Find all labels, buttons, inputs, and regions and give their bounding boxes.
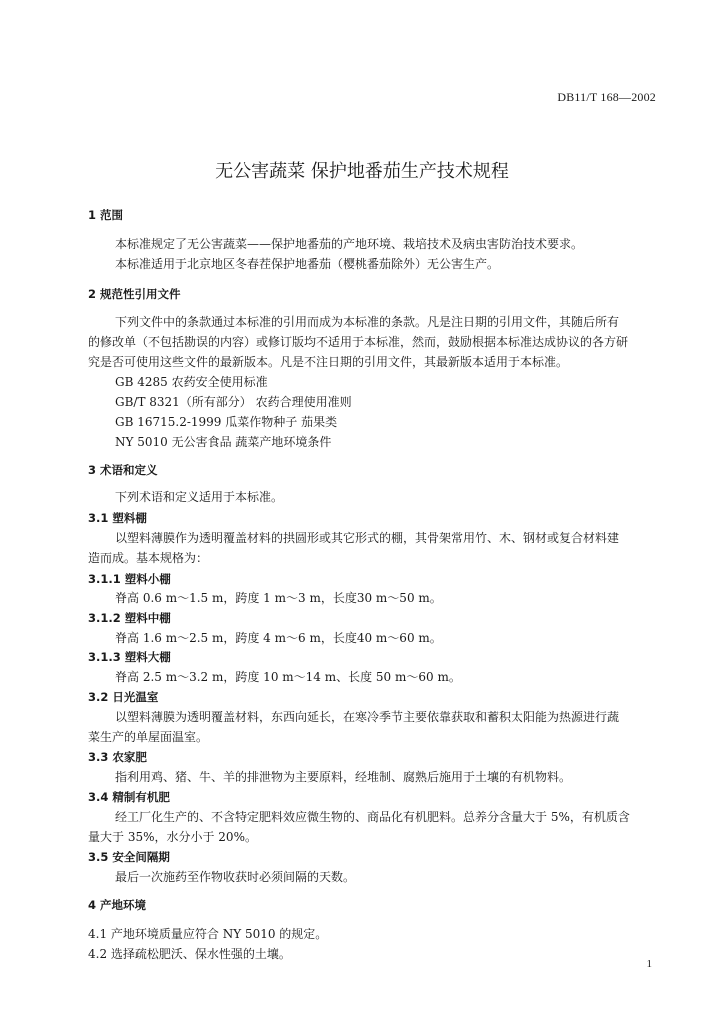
paragraph: 脊高 0.6 m～1.5 m，跨度 1 m～3 m，长度30 m～50 m。 xyxy=(115,591,442,605)
term-heading: 3.1.3 塑料大棚 xyxy=(88,650,171,664)
standard-code: DB11/T 168—2002 xyxy=(557,90,656,104)
paragraph: 脊高 2.5 m～3.2 m，跨度 10 m～14 m、长度 50 m～60 m。 xyxy=(115,670,461,684)
paragraph-line: 以塑料薄膜为透明覆盖材料，东西向延长，在寒冷季节主要依靠获取和蓄积太阳能为热源进行蔬 xyxy=(115,710,620,724)
paragraph-line: 菜生产的单屋面温室。 xyxy=(88,730,209,744)
paragraph-line: 量大于 35%，水分小于 20%。 xyxy=(88,830,257,844)
page-number: 1 xyxy=(646,958,652,970)
section-heading-environment: 4 产地环境 xyxy=(88,898,147,912)
paragraph-line: 的修改单（不包括勘误的内容）或修订版均不适用于本标准，然而，鼓励根据本标准达成协议的各方研 xyxy=(88,335,629,349)
term-heading: 3.1 塑料棚 xyxy=(88,511,147,525)
paragraph: 本标准规定了无公害蔬菜——保护地番茄的产地环境、栽培技术及病虫害防治技术要求。 xyxy=(115,237,584,251)
section-heading-normative-references: 2 规范性引用文件 xyxy=(88,287,181,301)
paragraph-line: 下列文件中的条款通过本标准的引用而成为本标准的条款。凡是注日期的引用文件，其随后所有 xyxy=(115,315,620,329)
reference-item: GB/T 8321（所有部分） 农药合理使用准则 xyxy=(115,395,352,409)
paragraph: 脊高 1.6 m～2.5 m，跨度 4 m～6 m，长度40 m～60 m。 xyxy=(115,631,442,645)
reference-item: GB 4285 农药安全使用标准 xyxy=(115,375,268,389)
document-title: 无公害蔬菜 保护地番茄生产技术规程 xyxy=(215,161,509,182)
paragraph-line: 究是否可使用这些文件的最新版本。凡是不注日期的引用文件，其最新版本适用于本标准。 xyxy=(88,355,569,369)
term-heading: 3.2 日光温室 xyxy=(88,690,159,704)
term-heading: 3.1.2 塑料中棚 xyxy=(88,611,171,625)
reference-item: GB 16715.2-1999 瓜菜作物种子 茄果类 xyxy=(115,415,338,429)
section-heading-scope: 1 范围 xyxy=(88,208,124,222)
reference-item: NY 5010 无公害食品 蔬菜产地环境条件 xyxy=(115,435,332,449)
paragraph-line: 经工厂化生产的、不含特定肥料效应微生物的、商品化有机肥料。总养分含量大于 5%，有机质含 xyxy=(115,810,630,824)
clause: 4.2 选择疏松肥沃、保水性强的土壤。 xyxy=(88,947,291,961)
term-heading: 3.3 农家肥 xyxy=(88,750,147,764)
term-heading: 3.4 精制有机肥 xyxy=(88,790,170,804)
paragraph: 本标准适用于北京地区冬春茬保护地番茄（樱桃番茄除外）无公害生产。 xyxy=(115,257,500,271)
paragraph-line: 以塑料薄膜作为透明覆盖材料的拱圆形或其它形式的棚，其骨架常用竹、木、钢材或复合材料建 xyxy=(115,531,620,545)
paragraph: 下列术语和定义适用于本标准。 xyxy=(115,490,284,504)
paragraph-line: 造而成。基本规格为： xyxy=(88,551,209,565)
clause: 4.1 产地环境质量应符合 NY 5010 的规定。 xyxy=(88,927,328,941)
paragraph: 最后一次施药至作物收获时必须间隔的天数。 xyxy=(115,870,356,884)
term-heading: 3.5 安全间隔期 xyxy=(88,850,170,864)
section-heading-terms: 3 术语和定义 xyxy=(88,463,158,477)
term-heading: 3.1.1 塑料小棚 xyxy=(88,572,171,586)
paragraph: 指利用鸡、猪、牛、羊的排泄物为主要原料，经堆制、腐熟后施用于土壤的有机物料。 xyxy=(115,770,572,784)
